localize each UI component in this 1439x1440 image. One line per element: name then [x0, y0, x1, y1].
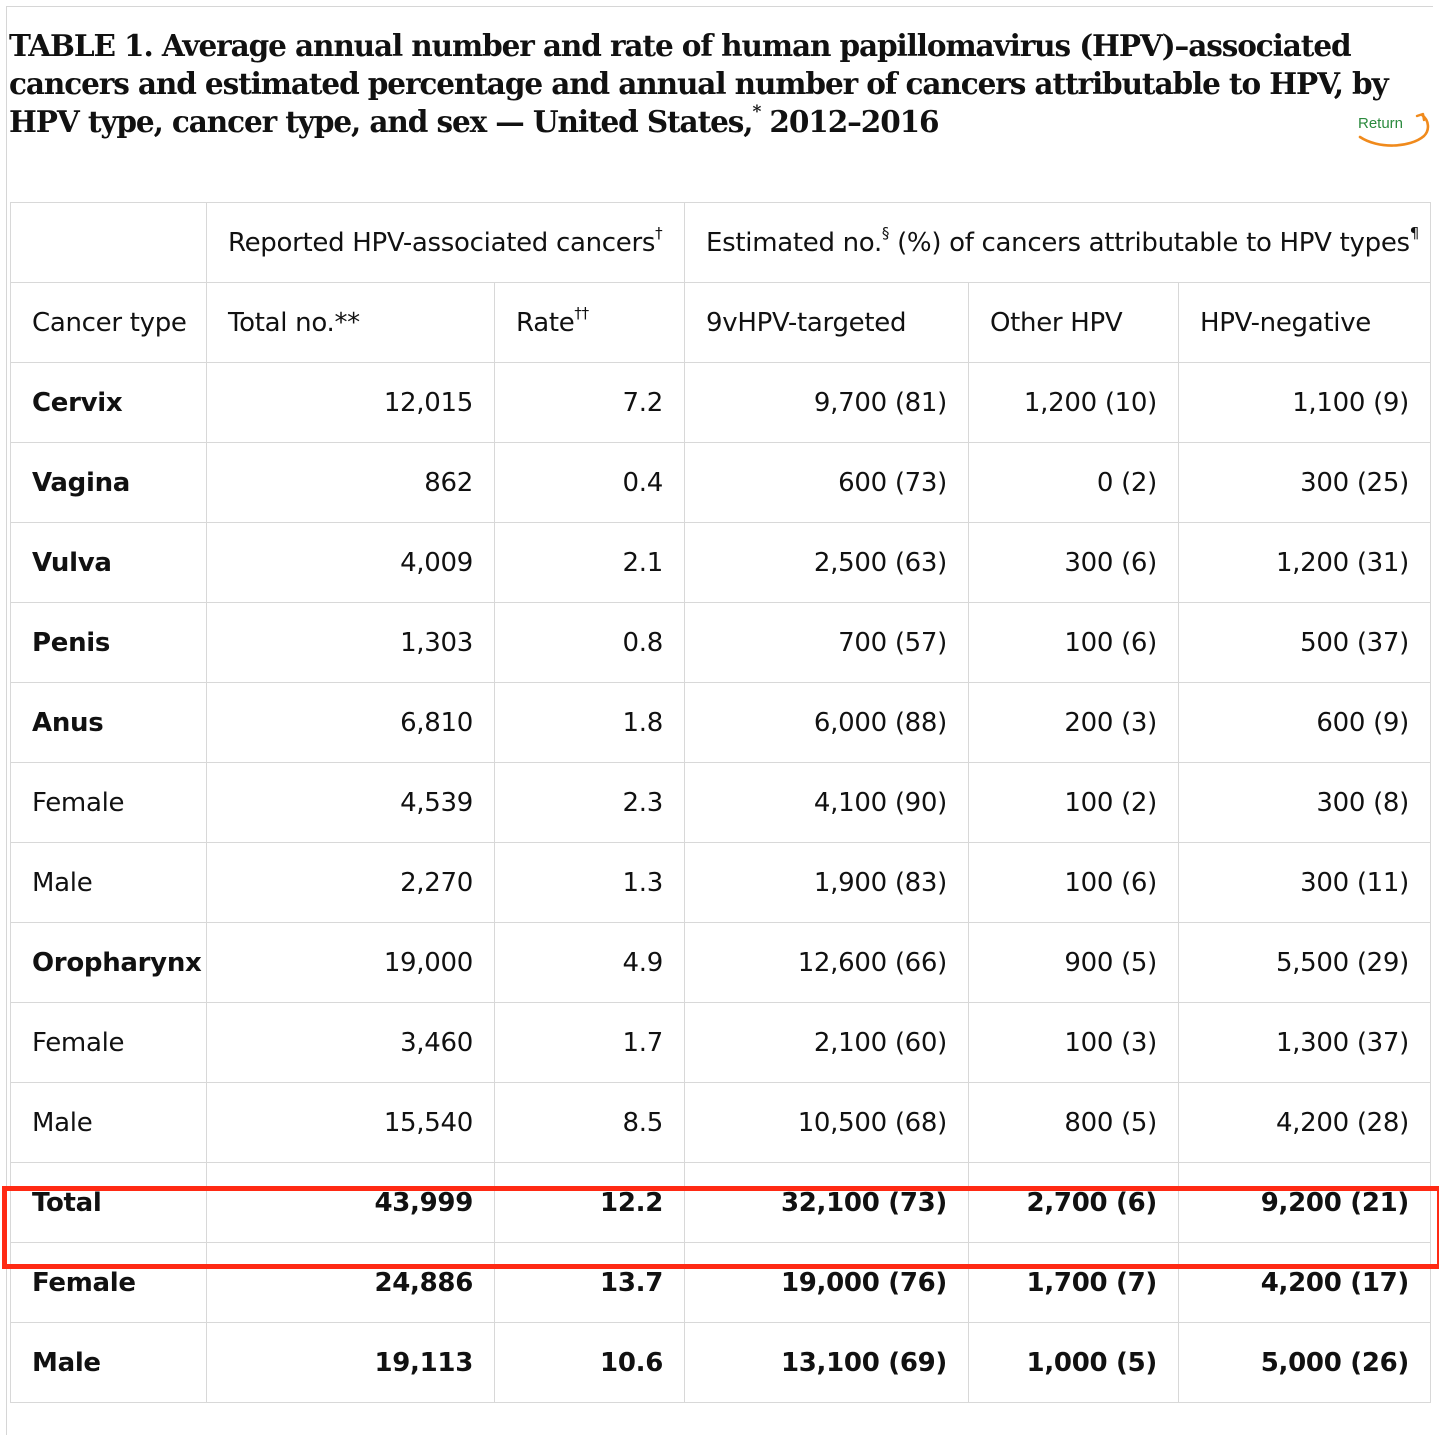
cell-other-hpv: 900 (5) — [969, 923, 1179, 1003]
cell-hpv-negative: 9,200 (21) — [1179, 1163, 1431, 1243]
cell-total-no: 19,113 — [207, 1323, 495, 1403]
row-label: Female — [11, 1243, 207, 1323]
cell-9vhpv-targeted: 4,100 (90) — [685, 763, 969, 843]
cell-total-no: 12,015 — [207, 363, 495, 443]
cell-hpv-negative: 500 (37) — [1179, 603, 1431, 683]
cell-total-no: 2,270 — [207, 843, 495, 923]
cell-total-no: 862 — [207, 443, 495, 523]
table-row-vagina — [11, 443, 1431, 523]
cell-9vhpv-targeted: 13,100 (69) — [685, 1323, 969, 1403]
header-estimated-mark-1: § — [881, 223, 890, 242]
cell-rate: 12.2 — [495, 1163, 685, 1243]
cell-other-hpv: 100 (3) — [969, 1003, 1179, 1083]
row-label: Female — [11, 763, 207, 843]
row-label: Oropharynx — [11, 923, 207, 1003]
cell-hpv-negative: 4,200 (28) — [1179, 1083, 1431, 1163]
row-label: Penis — [11, 603, 207, 683]
cell-total-no: 4,539 — [207, 763, 495, 843]
header-9vhpv-targeted: 9vHPV-targeted — [685, 283, 969, 363]
table-row-anus-male — [11, 843, 1431, 923]
cell-total-no: 19,000 — [207, 923, 495, 1003]
header-cancer-type: Cancer type — [11, 283, 207, 363]
header-estimated-text-after: (%) of cancers attributable to HPV types — [889, 227, 1410, 258]
table-title-text: TABLE 1. Average annual number and rate of human papillomavirus (HPV)–associated cancers and estimated percentage and annual number of cancers attributable to HPV, by HPV type, cancer type, and sex — United States, — [9, 28, 1388, 139]
row-label: Cervix — [11, 363, 207, 443]
cell-other-hpv: 1,700 (7) — [969, 1243, 1179, 1323]
cell-other-hpv: 0 (2) — [969, 443, 1179, 523]
header-empty-cell — [11, 203, 207, 283]
header-reported-mark: † — [655, 223, 663, 242]
cell-9vhpv-targeted: 6,000 (88) — [685, 683, 969, 763]
cell-total-no: 6,810 — [207, 683, 495, 763]
header-estimated-text-before: Estimated no. — [706, 227, 882, 258]
cell-9vhpv-targeted: 19,000 (76) — [685, 1243, 969, 1323]
cell-9vhpv-targeted: 700 (57) — [685, 603, 969, 683]
cell-rate: 2.3 — [495, 763, 685, 843]
cell-rate: 1.3 — [495, 843, 685, 923]
cell-rate: 0.8 — [495, 603, 685, 683]
cell-rate: 1.7 — [495, 1003, 685, 1083]
cell-other-hpv: 2,700 (6) — [969, 1163, 1179, 1243]
cell-hpv-negative: 600 (9) — [1179, 683, 1431, 763]
return-link-label: Return — [1358, 115, 1404, 132]
row-label: Male — [11, 843, 207, 923]
cell-hpv-negative: 300 (11) — [1179, 843, 1431, 923]
cell-other-hpv: 200 (3) — [969, 683, 1179, 763]
cell-rate: 10.6 — [495, 1323, 685, 1403]
row-label: Female — [11, 1003, 207, 1083]
cell-hpv-negative: 300 (25) — [1179, 443, 1431, 523]
row-label: Total — [11, 1163, 207, 1243]
header-reported-cancers — [207, 203, 685, 283]
row-label: Vagina — [11, 443, 207, 523]
cell-hpv-negative: 5,500 (29) — [1179, 923, 1431, 1003]
cell-other-hpv: 1,000 (5) — [969, 1323, 1179, 1403]
row-label: Male — [11, 1083, 207, 1163]
cell-9vhpv-targeted: 2,500 (63) — [685, 523, 969, 603]
cell-other-hpv: 100 (6) — [969, 603, 1179, 683]
cell-rate: 2.1 — [495, 523, 685, 603]
row-label: Male — [11, 1323, 207, 1403]
table-row-total-female — [11, 1243, 1431, 1323]
row-label: Vulva — [11, 523, 207, 603]
cell-total-no: 43,999 — [207, 1163, 495, 1243]
table-title — [9, 27, 1429, 141]
cell-total-no: 1,303 — [207, 603, 495, 683]
header-total-no-text: Total no.** — [228, 307, 360, 338]
header-estimated-mark-2: ¶ — [1409, 223, 1420, 242]
table-row-oropharynx-male — [11, 1083, 1431, 1163]
cell-hpv-negative: 4,200 (17) — [1179, 1243, 1431, 1323]
table-row-oropharynx-female — [11, 1003, 1431, 1083]
header-hpv-negative: HPV-negative — [1179, 283, 1431, 363]
title-footnote-mark: * — [752, 102, 761, 123]
table-row-oropharynx — [11, 923, 1431, 1003]
header-reported-text: Reported HPV-associated cancers — [228, 227, 656, 258]
cell-rate: 1.8 — [495, 683, 685, 763]
cell-total-no: 15,540 — [207, 1083, 495, 1163]
cell-other-hpv: 100 (2) — [969, 763, 1179, 843]
table-row-total-male — [11, 1323, 1431, 1403]
cell-hpv-negative: 300 (8) — [1179, 763, 1431, 843]
hpv-cancers-table — [10, 202, 1431, 1403]
header-rate — [495, 283, 685, 363]
cell-total-no: 3,460 — [207, 1003, 495, 1083]
cell-rate: 0.4 — [495, 443, 685, 523]
cell-rate: 13.7 — [495, 1243, 685, 1323]
cell-other-hpv: 1,200 (10) — [969, 363, 1179, 443]
table-row-total — [11, 1163, 1431, 1243]
table-row-anus-female — [11, 763, 1431, 843]
cell-9vhpv-targeted: 600 (73) — [685, 443, 969, 523]
cell-rate: 4.9 — [495, 923, 685, 1003]
table-row-cervix — [11, 363, 1431, 443]
return-link[interactable] — [1356, 112, 1432, 148]
cell-other-hpv: 800 (5) — [969, 1083, 1179, 1163]
table-row-penis — [11, 603, 1431, 683]
cell-9vhpv-targeted: 32,100 (73) — [685, 1163, 969, 1243]
group-header-row — [11, 203, 1431, 283]
cell-9vhpv-targeted: 10,500 (68) — [685, 1083, 969, 1163]
row-label: Anus — [11, 683, 207, 763]
cell-total-no: 24,886 — [207, 1243, 495, 1323]
table-row-anus — [11, 683, 1431, 763]
cell-9vhpv-targeted: 2,100 (60) — [685, 1003, 969, 1083]
header-rate-text: Rate — [516, 307, 575, 338]
cell-9vhpv-targeted: 9,700 (81) — [685, 363, 969, 443]
header-other-hpv: Other HPV — [969, 283, 1179, 363]
cell-hpv-negative: 1,200 (31) — [1179, 523, 1431, 603]
cell-hpv-negative: 1,300 (37) — [1179, 1003, 1431, 1083]
table-row-vulva — [11, 523, 1431, 603]
header-total-no — [207, 283, 495, 363]
cell-hpv-negative: 5,000 (26) — [1179, 1323, 1431, 1403]
cell-other-hpv: 100 (6) — [969, 843, 1179, 923]
title-years: 2012–2016 — [769, 104, 939, 139]
header-estimated-cancers — [685, 203, 1431, 283]
cell-hpv-negative: 1,100 (9) — [1179, 363, 1431, 443]
cell-9vhpv-targeted: 12,600 (66) — [685, 923, 969, 1003]
column-header-row — [11, 283, 1431, 363]
cell-9vhpv-targeted: 1,900 (83) — [685, 843, 969, 923]
header-rate-mark: †† — [574, 303, 589, 322]
cell-rate: 7.2 — [495, 363, 685, 443]
cell-other-hpv: 300 (6) — [969, 523, 1179, 603]
cell-rate: 8.5 — [495, 1083, 685, 1163]
cell-total-no: 4,009 — [207, 523, 495, 603]
